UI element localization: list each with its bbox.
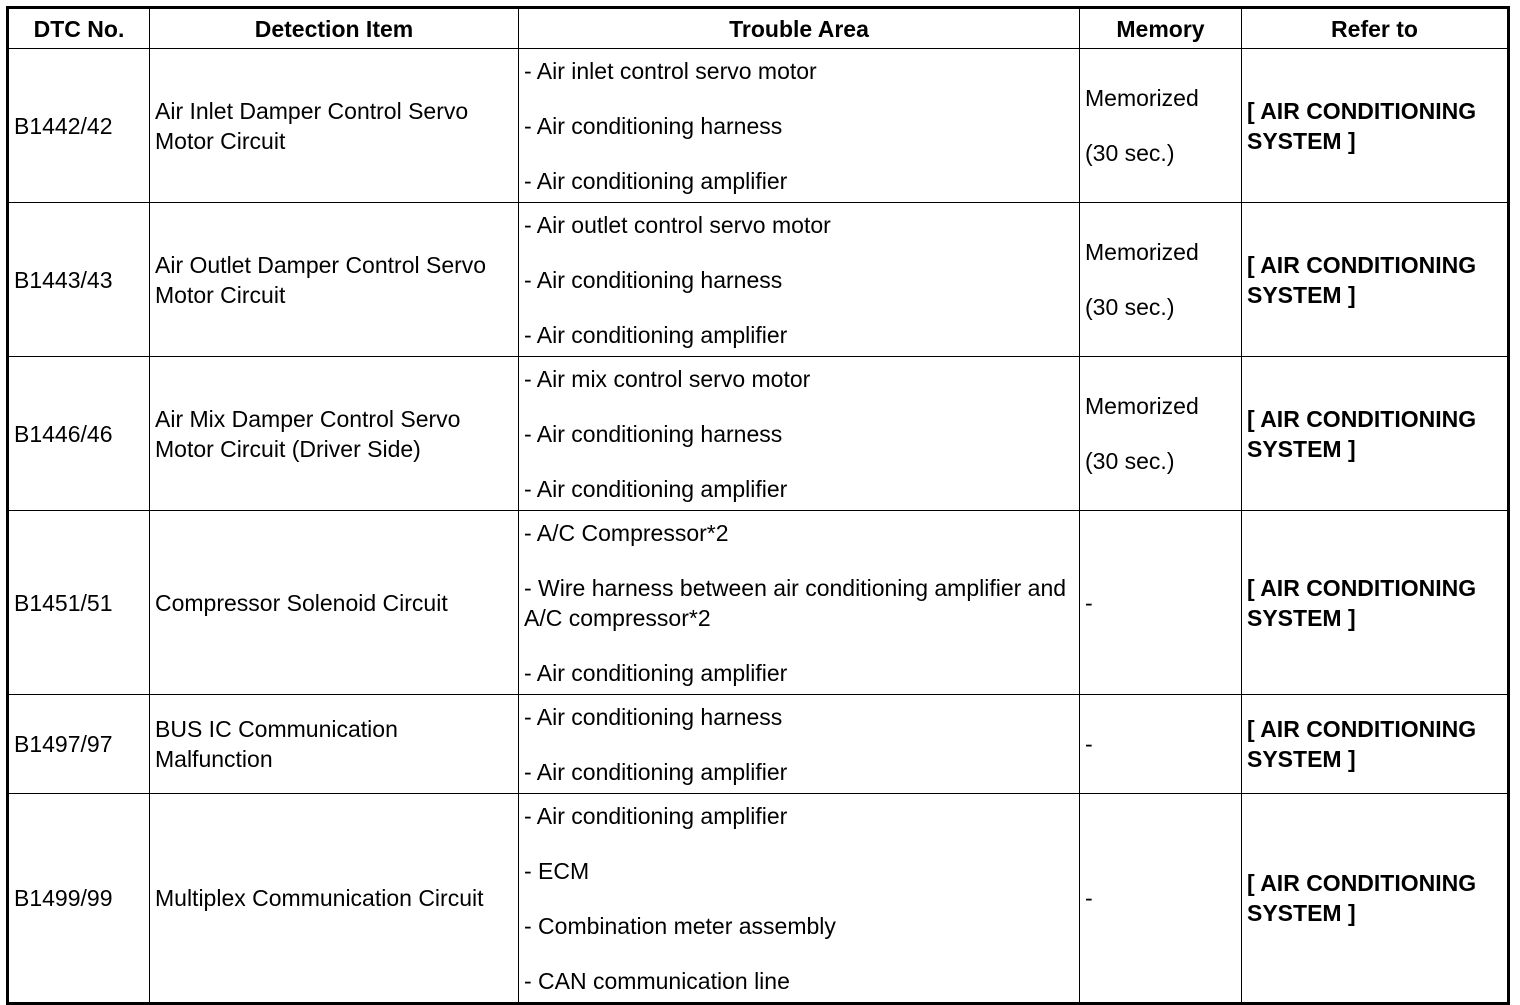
dtc-code: B1451/51 (8, 511, 150, 695)
refer-to-link[interactable]: [ AIR CONDITIONING SYSTEM ] (1242, 357, 1509, 511)
trouble-area-item: - Air conditioning amplifier (524, 322, 788, 348)
memory-cell (1080, 357, 1242, 511)
memory-cell (1080, 695, 1242, 794)
trouble-area-item: - A/C Compressor*2 (524, 520, 729, 546)
trouble-area-item: - Air conditioning amplifier (524, 168, 788, 194)
trouble-area (519, 695, 1080, 794)
table-row (8, 794, 1509, 1004)
trouble-area (519, 794, 1080, 1004)
header-row (8, 8, 1509, 49)
dtc-code: B1443/43 (8, 203, 150, 357)
trouble-area-item: - Air conditioning harness (524, 267, 783, 293)
trouble-area-item: - Combination meter assembly (524, 913, 836, 939)
trouble-area-item: - Air conditioning amplifier (524, 803, 788, 829)
memory-status: Memorized (1085, 239, 1199, 265)
header-dtc-no: DTC No. (8, 8, 150, 49)
refer-to-link[interactable]: [ AIR CONDITIONING SYSTEM ] (1242, 794, 1509, 1004)
table-row (8, 49, 1509, 203)
header-detection-item: Detection Item (150, 8, 519, 49)
trouble-area-item: - Air conditioning harness (524, 113, 783, 139)
table-row (8, 511, 1509, 695)
detection-item: Air Outlet Damper Control Servo Motor Circuit (150, 203, 519, 357)
trouble-area (519, 203, 1080, 357)
memory-status: - (1085, 885, 1093, 911)
detection-item: BUS IC Communication Malfunction (150, 695, 519, 794)
trouble-area-item: - Air conditioning amplifier (524, 476, 788, 502)
memory-status: Memorized (1085, 393, 1199, 419)
memory-duration: (30 sec.) (1085, 448, 1175, 474)
trouble-area-item: - CAN communication line (524, 968, 790, 994)
dtc-code: B1497/97 (8, 695, 150, 794)
memory-status: - (1085, 731, 1093, 757)
trouble-area-item: - Air conditioning harness (524, 704, 783, 730)
memory-cell (1080, 794, 1242, 1004)
memory-cell (1080, 511, 1242, 695)
table-row (8, 203, 1509, 357)
memory-status: Memorized (1085, 85, 1199, 111)
table-row (8, 695, 1509, 794)
trouble-area (519, 49, 1080, 203)
memory-status: - (1085, 589, 1093, 616)
dtc-code: B1442/42 (8, 49, 150, 203)
header-refer-to: Refer to (1242, 8, 1509, 49)
table-row (8, 357, 1509, 511)
dtc-table (6, 6, 1510, 1005)
detection-item: Air Mix Damper Control Servo Motor Circuit (Driver Side) (150, 357, 519, 511)
dtc-code: B1446/46 (8, 357, 150, 511)
trouble-area-item: - ECM (524, 858, 590, 884)
header-trouble-area: Trouble Area (519, 8, 1080, 49)
trouble-area-item: - Air inlet control servo motor (524, 58, 817, 84)
trouble-area (519, 357, 1080, 511)
refer-to-link[interactable]: [ AIR CONDITIONING SYSTEM ] (1242, 49, 1509, 203)
dtc-code: B1499/99 (8, 794, 150, 1004)
memory-cell (1080, 203, 1242, 357)
detection-item: Air Inlet Damper Control Servo Motor Circuit (150, 49, 519, 203)
memory-duration: (30 sec.) (1085, 140, 1175, 166)
trouble-area-item: - Air conditioning amplifier (524, 759, 788, 785)
detection-item: Compressor Solenoid Circuit (150, 511, 519, 695)
refer-to-link[interactable]: [ AIR CONDITIONING SYSTEM ] (1242, 695, 1509, 794)
trouble-area-item: - Wire harness between air conditioning amplifier and A/C compressor*2 (524, 575, 1067, 631)
memory-duration: (30 sec.) (1085, 294, 1175, 320)
detection-item: Multiplex Communication Circuit (150, 794, 519, 1004)
trouble-area-item: - Air conditioning harness (524, 421, 783, 447)
trouble-area (519, 511, 1080, 695)
memory-cell (1080, 49, 1242, 203)
refer-to-link[interactable]: [ AIR CONDITIONING SYSTEM ] (1242, 511, 1509, 695)
header-memory: Memory (1080, 8, 1242, 49)
refer-to-link[interactable]: [ AIR CONDITIONING SYSTEM ] (1242, 203, 1509, 357)
trouble-area-item: - Air outlet control servo motor (524, 212, 831, 238)
trouble-area-item: - Air mix control servo motor (524, 366, 811, 392)
trouble-area-item: - Air conditioning amplifier (524, 660, 788, 686)
